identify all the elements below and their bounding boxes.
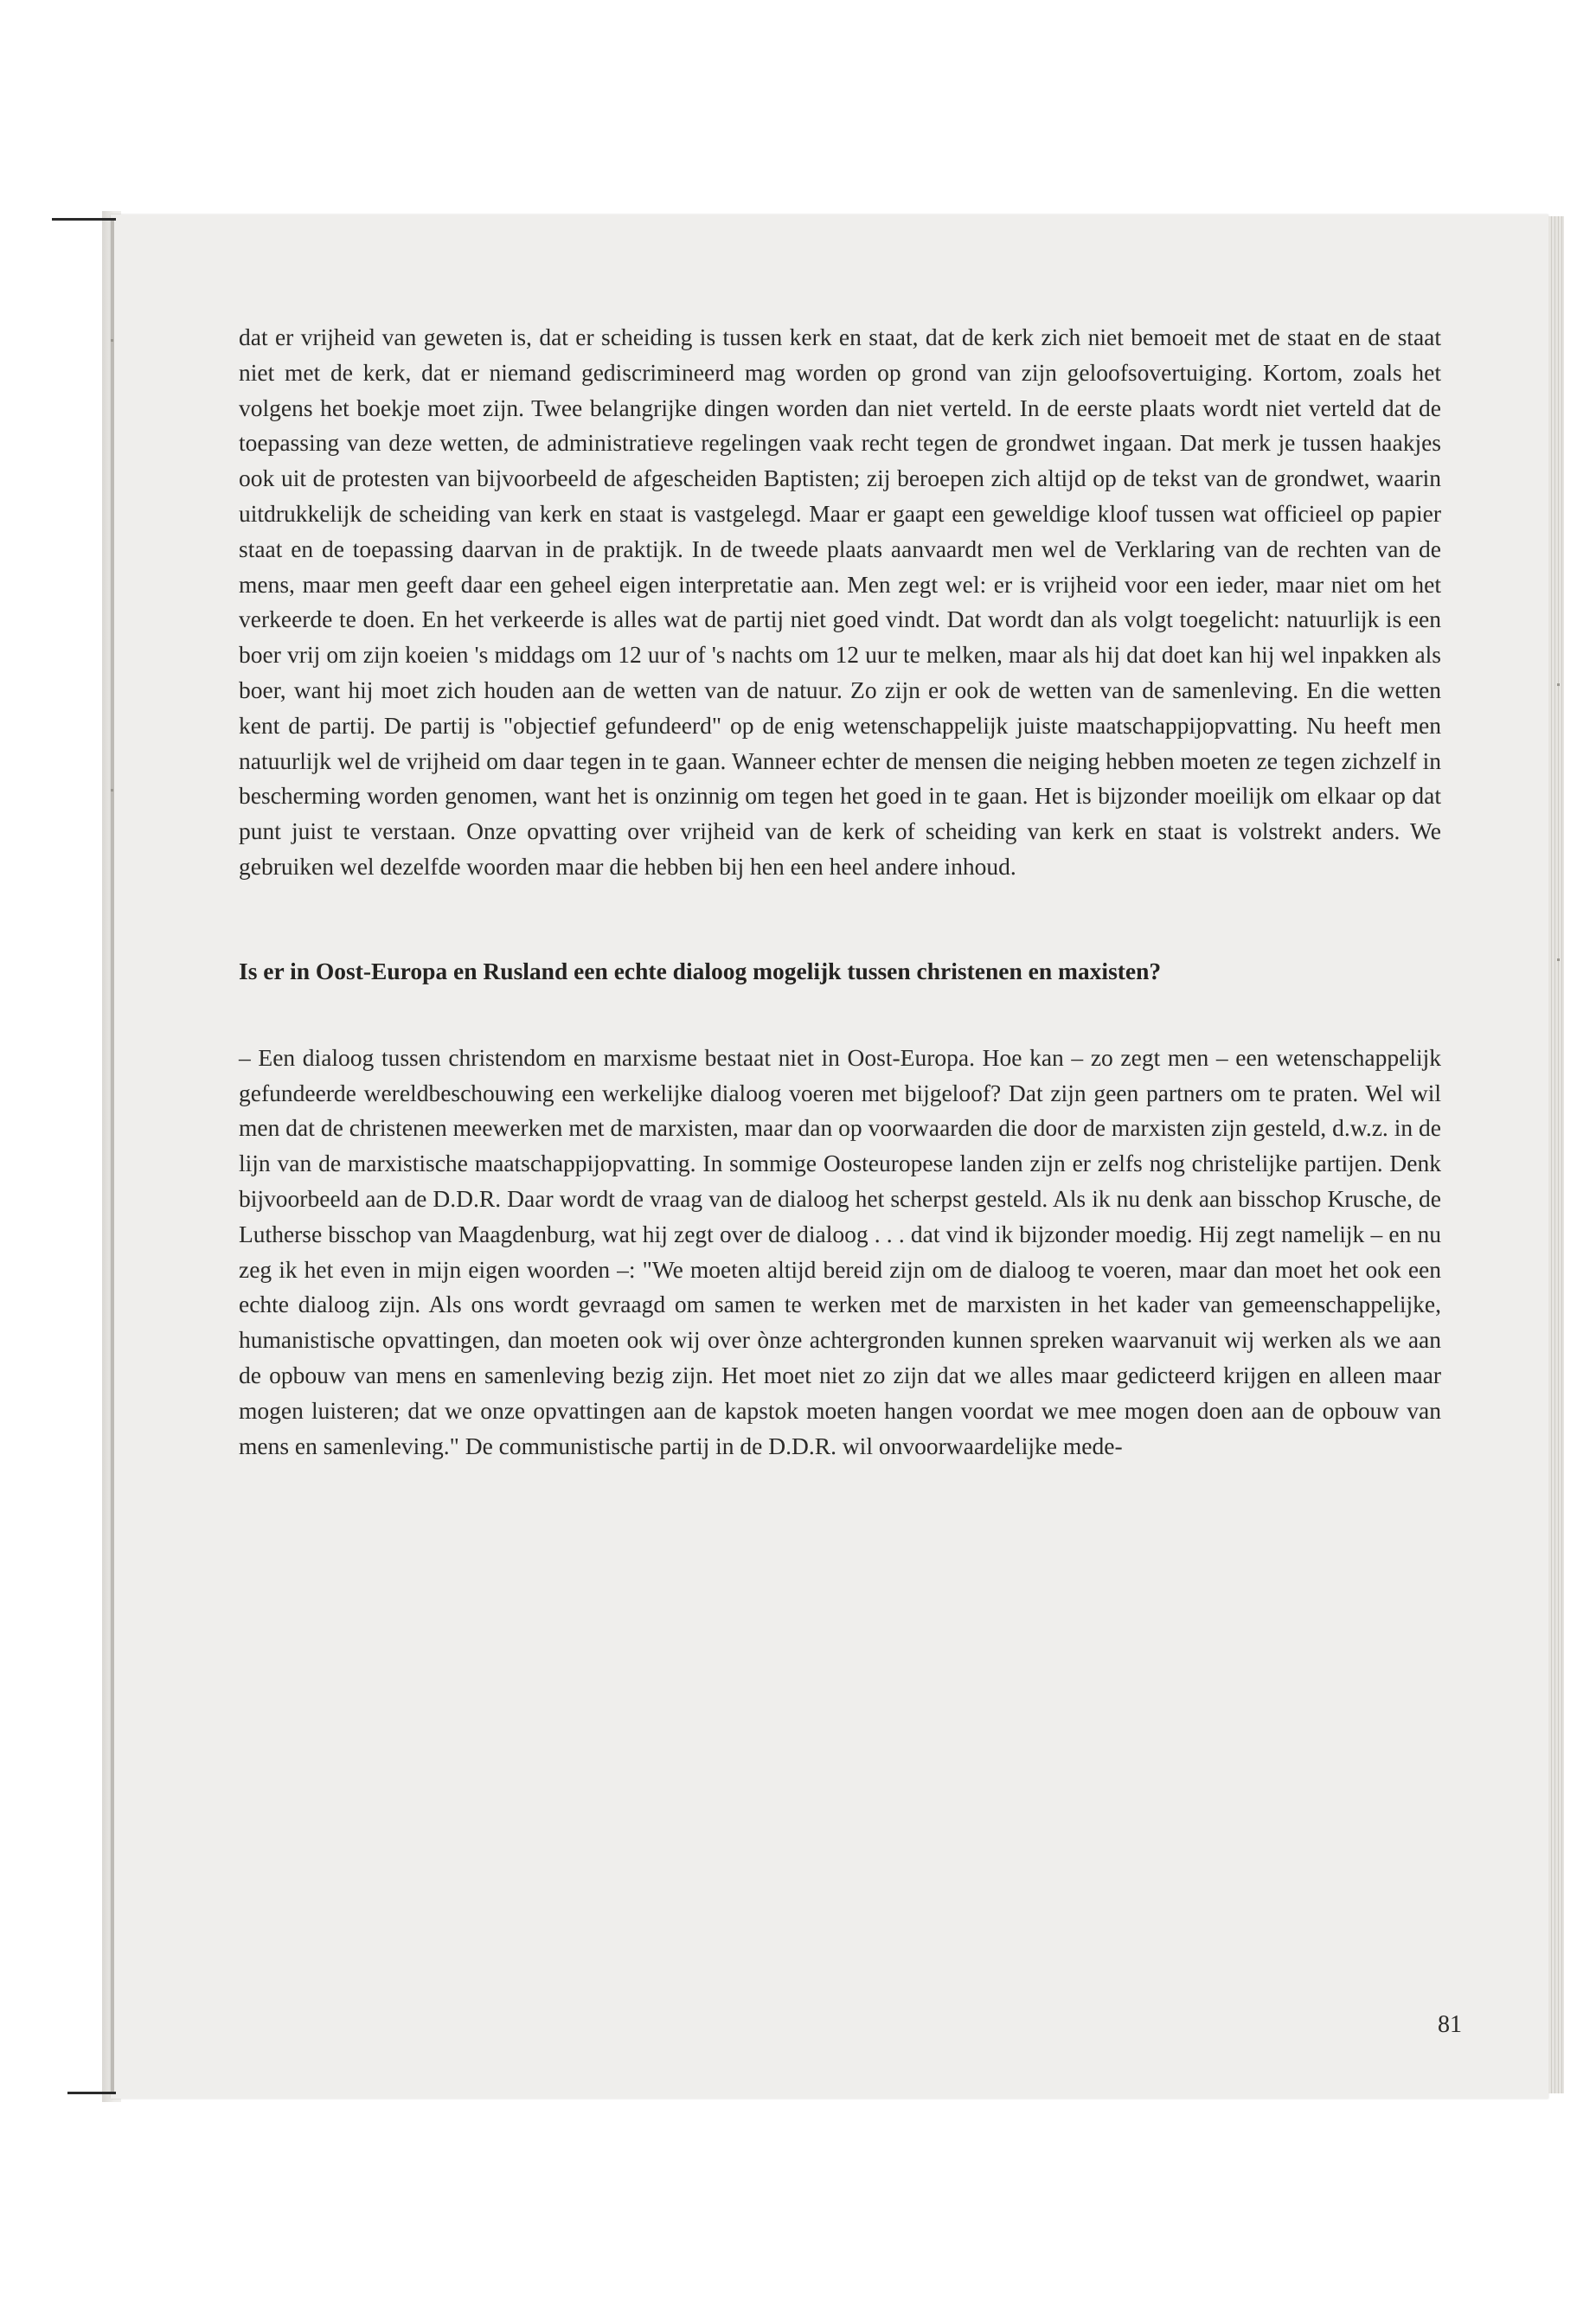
binding-tab-bottom — [67, 2092, 116, 2094]
section-heading: Is er in Oost-Europa en Rusland een echte dialoog mogelijk tussen christenen en maxisten? — [239, 957, 1162, 984]
margin-tick — [111, 339, 113, 342]
page-edges — [1548, 216, 1564, 2093]
binding-tab-top — [52, 218, 116, 221]
margin-tick — [111, 789, 113, 792]
margin-tick — [1557, 958, 1560, 961]
paragraph: dat er vrijheid van geweten is, dat er scheiding is tussen kerk en staat, dat de kerk zich niet bemoeit met de staat en de staat niet met de kerk, dat er niemand gediscrimineerd mag worden op grond van zijn geloofsovertuiging. Kortom, zoals het volgens het boekje moet zijn. Twee belangrijke dingen worden dan niet verteld. In de eerste plaats wordt niet verteld dat de toepassing van deze wetten, de administratieve regelingen vaak recht tegen de grondwet ingaan. Dat merk je tussen haakjes ook uit de protesten van bijvoorbeeld de afgescheiden Baptisten; zij beroepen zich altijd op de tekst van de grondwet, waarin uitdrukkelijk de scheiding van kerk en staat is vastgelegd. Maar er gaapt een geweldige kloof tussen wat officieel op papier staat en de toepassing daarvan in de praktijk. In de tweede plaats aanvaardt men wel de Verklaring van de rechten van de mens, maar men geeft daar een geheel eigen interpretatie aan. Men zegt wel: er is vrijheid voor een ieder, maar niet om het verkeerde te doen. En het verkeerde is alles wat de partij niet goed vindt. Dat wordt dan als volgt toegelicht: natuurlijk is een boer vrij om zijn koeien 's middags om 12 uur of 's nachts om 12 uur te melken, maar als hij dat doet kan hij wel inpakken als boer, want hij moet zich houden aan de wetten van de natuur. Zo zijn er ook de wetten van de samenleving. En die wetten kent de partij. De partij is "objectief gefundeerd" op de enig wetenschappelijk juiste maatschappijopvatting. Nu heeft men natuurlijk wel de vrijheid om daar tegen in te gaan. Wanneer echter de mensen die neiging hebben moeten ze tegen zichzelf in bescherming worden genomen, want het is onzinnig om tegen het goed in te gaan. Het is bijzonder moeilijk om elkaar op dat punt juist te verstaan. Onze opvatting over vrijheid van de kerk of scheiding van kerk en staat is volstrekt anders. We gebruiken wel dezelfde woorden maar die hebben bij hen een heel andere inhoud. — [239, 324, 1441, 880]
spine-shadow — [111, 220, 114, 2092]
paragraph: – Een dialoog tussen christendom en marxisme bestaat niet in Oost-Europa. Hoe kan – zo zegt men – een wetenschappelijk gefundeerde wereldbeschouwing een werkelijke dialoog voeren met bijgeloof? Dat zijn geen partners om te praten. Wel wil men dat de christenen meewerken met de marxisten, maar dan op voorwaarden die door de marxisten zijn gesteld, d.w.z. in de lijn van de marxistische maatschappijopvatting. In sommige Oosteuropese landen zijn er zelfs nog christelijke partijen. Denk bijvoorbeeld aan de D.D.R. Daar wordt de vraag van de dialoog het scherpst gesteld. Als ik nu denk aan bisschop Krusche, de Lutherse bisschop van Maagdenburg, wat hij zegt over de dialoog . . . dat vind ik bijzonder moedig. Hij zegt namelijk – en nu zeg ik het even in mijn eigen woorden –: "We moeten altijd bereid zijn om de dialoog te voeren, maar dan moet het ook een echte dialoog zijn. Als ons wordt gevraagd om samen te werken met de marxisten in het kader van gemeenschappelijke, humanistische opvattingen, dan moeten ook wij over ònze achtergronden kunnen spreken waarvanuit wij werken als we aan de opbouw van mens en samenleving bezig zijn. Het moet niet zo zijn dat we alles maar gedicteerd krijgen en alleen maar mogen luisteren; dat we onze opvattingen aan de kapstok moeten hangen voordat we mee mogen doen aan de opbouw van mens en samenleving." De communistische partij in de D.D.R. wil onvoorwaardelijke mede- — [239, 1043, 1441, 1459]
page-number: 81 — [1438, 2011, 1462, 2038]
body-text — [239, 320, 1441, 1464]
margin-tick — [1557, 683, 1560, 686]
